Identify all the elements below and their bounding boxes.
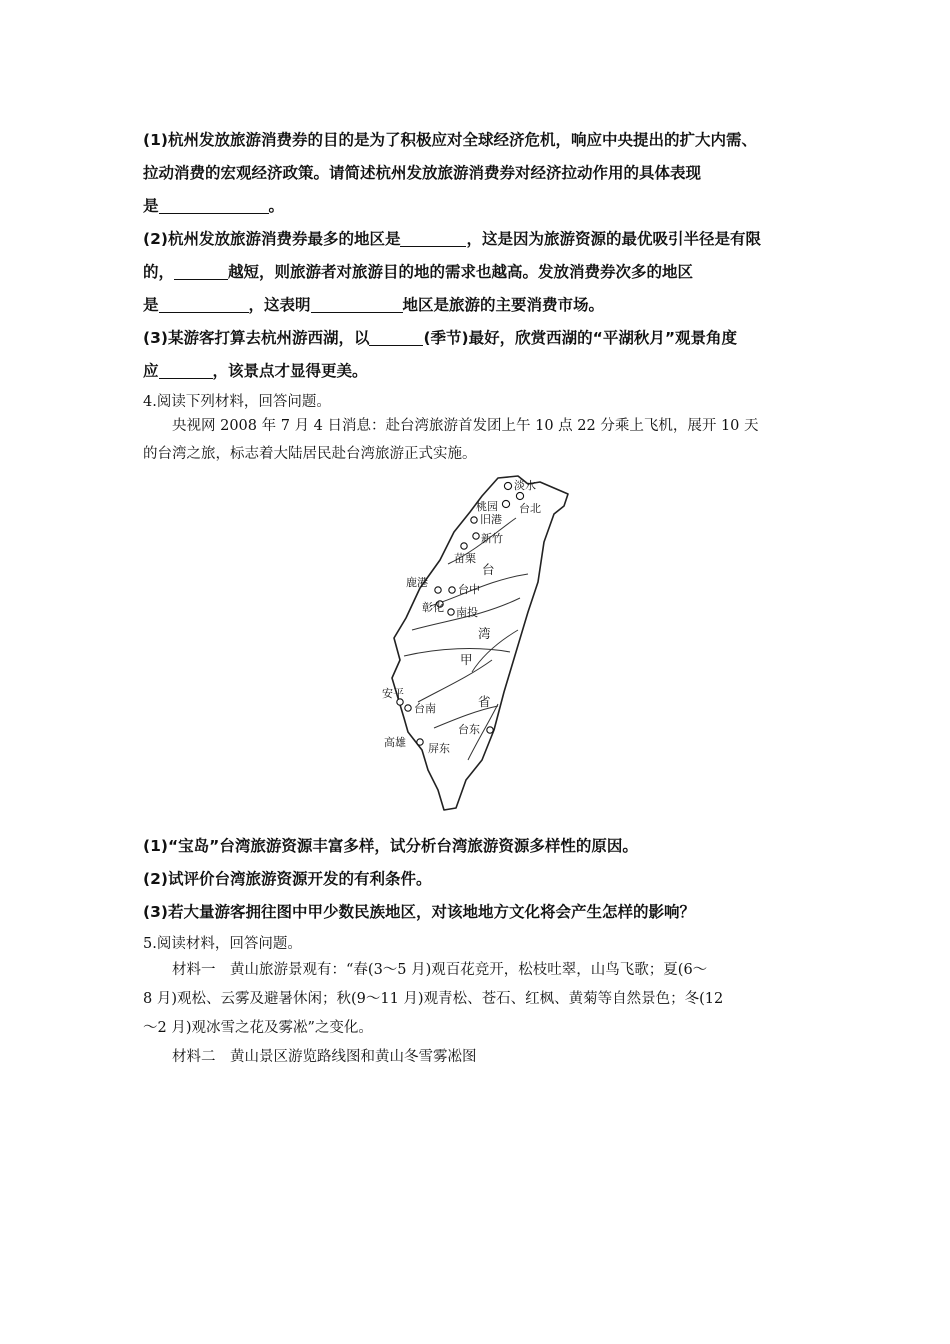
city-label-lugang: 鹿港 [406, 576, 428, 589]
city-label-taibei: 台北 [519, 502, 541, 515]
city-label-danshui: 淡水 [514, 479, 536, 492]
city-label-anping: 安平 [382, 687, 404, 700]
answer-blank[interactable] [159, 297, 249, 314]
q3-part3-text-c: 应 [143, 362, 159, 380]
q3-part3-text-b: (季节)最好，欣赏西湖的“平湖秋月”观景角度 [423, 329, 738, 347]
q5-heading: 5.阅读材料，回答问题。 [143, 936, 302, 952]
city-label-gaoxiong: 高雄 [384, 736, 406, 749]
province-char-jia: 甲 [460, 652, 473, 667]
province-char-wan: 湾 [478, 626, 491, 641]
q4-material-line1: 央视网 2008 年 7 月 4 日消息：赴台湾旅游首发团上午 10 点 22 分乘上飞机，展开 10 天 [172, 418, 759, 434]
answer-blank[interactable] [369, 330, 423, 347]
q3-part2-text-f: ，这表明 [248, 296, 311, 314]
q5-material1-line1: 材料一 黄山旅游景观有：“春(3～5 月)观百花竞开，松枝吐翠，山鸟飞歌；夏(6～ [172, 962, 708, 978]
answer-blank[interactable] [174, 264, 228, 281]
city-marker-tainan [405, 705, 411, 711]
river-line [404, 649, 510, 656]
q3-part1-line1: (1)杭州发放旅游消费券的目的是为了积极应对全球经济危机，响应中央提出的扩大内需、 [143, 131, 757, 149]
q4-heading: 4.阅读下列材料，回答问题。 [143, 394, 331, 410]
answer-blank[interactable] [311, 297, 403, 314]
city-marker-taibei [516, 492, 523, 499]
city-marker-taoyuan [502, 500, 509, 507]
q4-material-line2: 的台湾之旅，标志着大陆居民赴台湾旅游正式实施。 [143, 446, 477, 462]
city-marker-taidong [487, 727, 493, 733]
city-label-taidong: 台东 [458, 723, 480, 736]
city-label-xinzhu: 新竹 [481, 532, 503, 545]
answer-blank[interactable] [159, 363, 213, 380]
q3-part3-text-a: (3)某游客打算去杭州游西湖，以 [143, 329, 370, 347]
q5-material1-line2: 8 月)观松、云雾及避暑休闲；秋(9～11 月)观青松、苍石、红枫、黄菊等自然景色；冬(12 [143, 991, 724, 1007]
q3-part1-text: 是 [143, 197, 159, 215]
city-marker-danshui [504, 482, 511, 489]
province-char-tai: 台 [482, 562, 495, 577]
city-marker-gaoxiong [417, 739, 423, 745]
q4-sub1: (1)“宝岛”台湾旅游资源丰富多样，试分析台湾旅游资源多样性的原因。 [143, 837, 638, 855]
province-char-sheng: 省 [478, 694, 491, 709]
city-label-taoyuan: 桃园 [476, 500, 498, 513]
q3-part1-line2: 拉动消费的宏观经济政策。请简述杭州发放旅游消费券对经济拉动作用的具体表现 [143, 164, 702, 182]
city-marker-lugang [435, 587, 441, 593]
q4-sub3: (3)若大量游客拥往图中甲少数民族地区，对该地地方文化将会产生怎样的影响？ [143, 903, 695, 921]
q3-part2-text-c: 的， [143, 263, 175, 281]
city-marker-miaoli [461, 543, 467, 549]
city-marker-taizhong [449, 587, 455, 593]
taiwan-map [378, 470, 578, 815]
q3-part2-line1 [143, 227, 761, 249]
answer-blank[interactable] [400, 231, 466, 248]
q5-material1-line3: ～2 月)观冰雪之花及雾凇”之变化。 [143, 1020, 373, 1036]
city-label-pingdong: 屏东 [428, 742, 450, 755]
q3-part2-line2 [143, 260, 693, 282]
q3-part2-text-g: 地区是旅游的主要消费市场。 [402, 296, 605, 314]
q3-part3-line1 [143, 326, 737, 348]
answer-blank[interactable] [159, 198, 269, 215]
q3-part2-line3 [143, 293, 604, 315]
city-label-taizhong: 台中 [458, 583, 480, 596]
q3-part1-line3 [143, 194, 284, 216]
city-marker-nantou [448, 609, 454, 615]
q3-part2-text-d: 越短，则旅游者对旅游目的地的需求也越高。发放消费券次多的地区 [228, 263, 694, 281]
q3-part2-text-a: (2)杭州发放旅游消费券最多的地区是 [143, 230, 401, 248]
q3-part2-text-b: ，这是因为旅游资源的最优吸引半径是有限 [466, 230, 761, 248]
q3-part3-text-d: ，该景点才显得更美。 [212, 362, 368, 380]
q4-sub2: (2)试评价台湾旅游资源开发的有利条件。 [143, 870, 432, 888]
city-label-tainan: 台南 [414, 702, 436, 715]
q3-part3-line2 [143, 359, 368, 381]
city-label-jiugang: 旧港 [480, 513, 502, 526]
q3-part1-end: 。 [268, 197, 285, 215]
q5-material2: 材料二 黄山景区游览路线图和黄山冬雪雾凇图 [172, 1049, 477, 1065]
city-marker-jiugang [471, 517, 477, 523]
island-outline [392, 476, 568, 810]
city-marker-xinzhu [473, 533, 479, 539]
city-label-miaoli: 苗栗 [454, 552, 476, 565]
city-label-zhanghua: 彰化 [422, 601, 444, 614]
city-label-nantou: 南投 [456, 606, 478, 619]
q3-part2-text-e: 是 [143, 296, 159, 314]
